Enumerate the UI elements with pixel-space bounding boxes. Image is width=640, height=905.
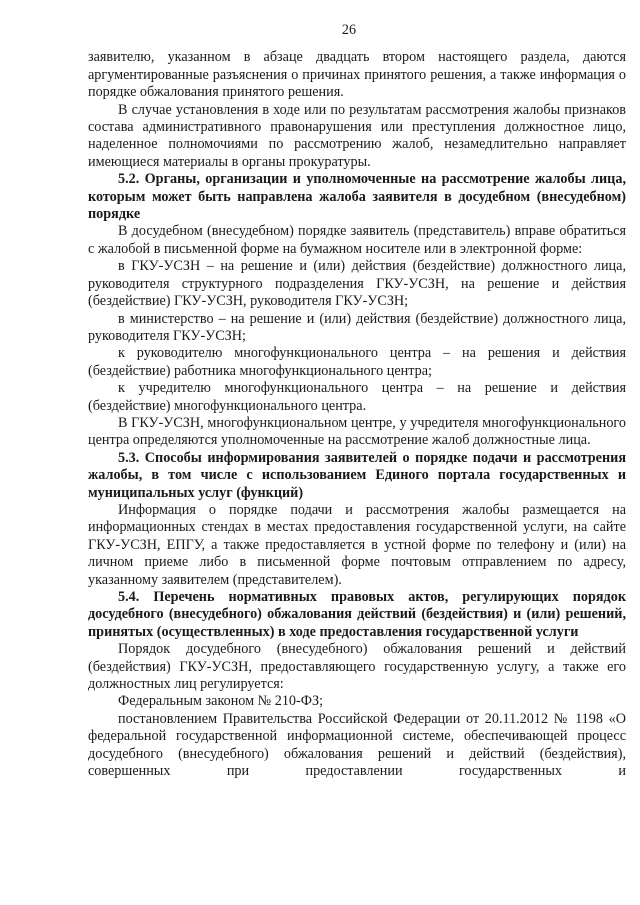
paragraph: постановлением Правительства Российской Федерации от 20.11.2012 № 1198 «О федеральной государственной информационной системе, обеспечивающей процесс досудебного (внесудебного) обжалования решений и действий (бездействия), совершенных при предоставлении государственных и	[88, 710, 626, 780]
paragraph: В ГКУ-УСЗН, многофункциональном центре, у учредителя многофункционального центра определяются уполномоченные на рассмотрение жалоб должностные лица.	[88, 414, 626, 449]
paragraph: в ГКУ-УСЗН – на решение и (или) действия (бездействие) должностного лица, руководителя структурного подразделения ГКУ-УСЗН, на решение и действия (бездействие) ГКУ-УСЗН, руководителя ГКУ-УСЗН;	[88, 258, 626, 310]
paragraph: к учредителю многофункционального центра – на решение и действия (бездействие) многофункционального центра.	[88, 380, 626, 414]
paragraph: Информация о порядке подачи и рассмотрения жалобы размещается на информационных стендах в местах предоставления государственной услуги, на сайте ГКУ-УСЗН, ЕПГУ, а также предоставляется в устной форме по телефону и (или) на личном приеме либо в письменной форме почтовым отправлением по адресу, указанному заявителем (представителем).	[88, 501, 626, 588]
section-heading: 5.4. Перечень нормативных правовых актов, регулирующих порядок досудебного (внесудебного) обжалования действий (бездействия) и (или) решений, принятых (осуществленных) в ходе предоставления государственной услуги	[88, 589, 626, 640]
paragraph: Порядок досудебного (внесудебного) обжалования решений и действий (бездействия) ГКУ-УСЗН, предоставляющего государственную услугу, а также его должностных лиц регулируется:	[88, 641, 626, 693]
paragraph: В досудебном (внесудебном) порядке заявитель (представитель) вправе обратиться с жалобой в письменной форме на бумажном носителе или в электронной форме:	[88, 223, 626, 257]
page-number: 26	[341, 22, 357, 38]
paragraph: к руководителю многофункционального центра – на решения и действия (бездействие) работника многофункционального центра;	[88, 345, 626, 379]
paragraph: Федеральным законом № 210-ФЗ;	[118, 693, 324, 710]
paragraph: В случае установления в ходе или по результатам рассмотрения жалобы признаков состава административного правонарушения или преступления должностное лицо, наделенное полномочиями по рассмотрению жалоб, незамедлительно направляет имеющиеся материалы в органы прокуратуры.	[88, 101, 626, 170]
paragraph: в министерство – на решение и (или) действия (бездействие) должностного лица, руководителя ГКУ-УСЗН;	[88, 310, 626, 344]
section-heading: 5.3. Способы информирования заявителей о порядке подачи и рассмотрения жалобы, в том числе с использованием Единого портала государственных и муниципальных услуг (функций)	[88, 449, 626, 501]
section-heading: 5.2. Органы, организации и уполномоченные на рассмотрение жалобы лица, которым может быть направлена жалоба заявителя в досудебном (внесудебном) порядке	[88, 171, 626, 223]
paragraph: заявителю, указанном в абзаце двадцать втором настоящего раздела, даются аргументированные разъяснения о причинах принятого решения, а также информация о порядке обжалования принятого решения.	[88, 49, 626, 101]
document-body	[88, 49, 626, 780]
